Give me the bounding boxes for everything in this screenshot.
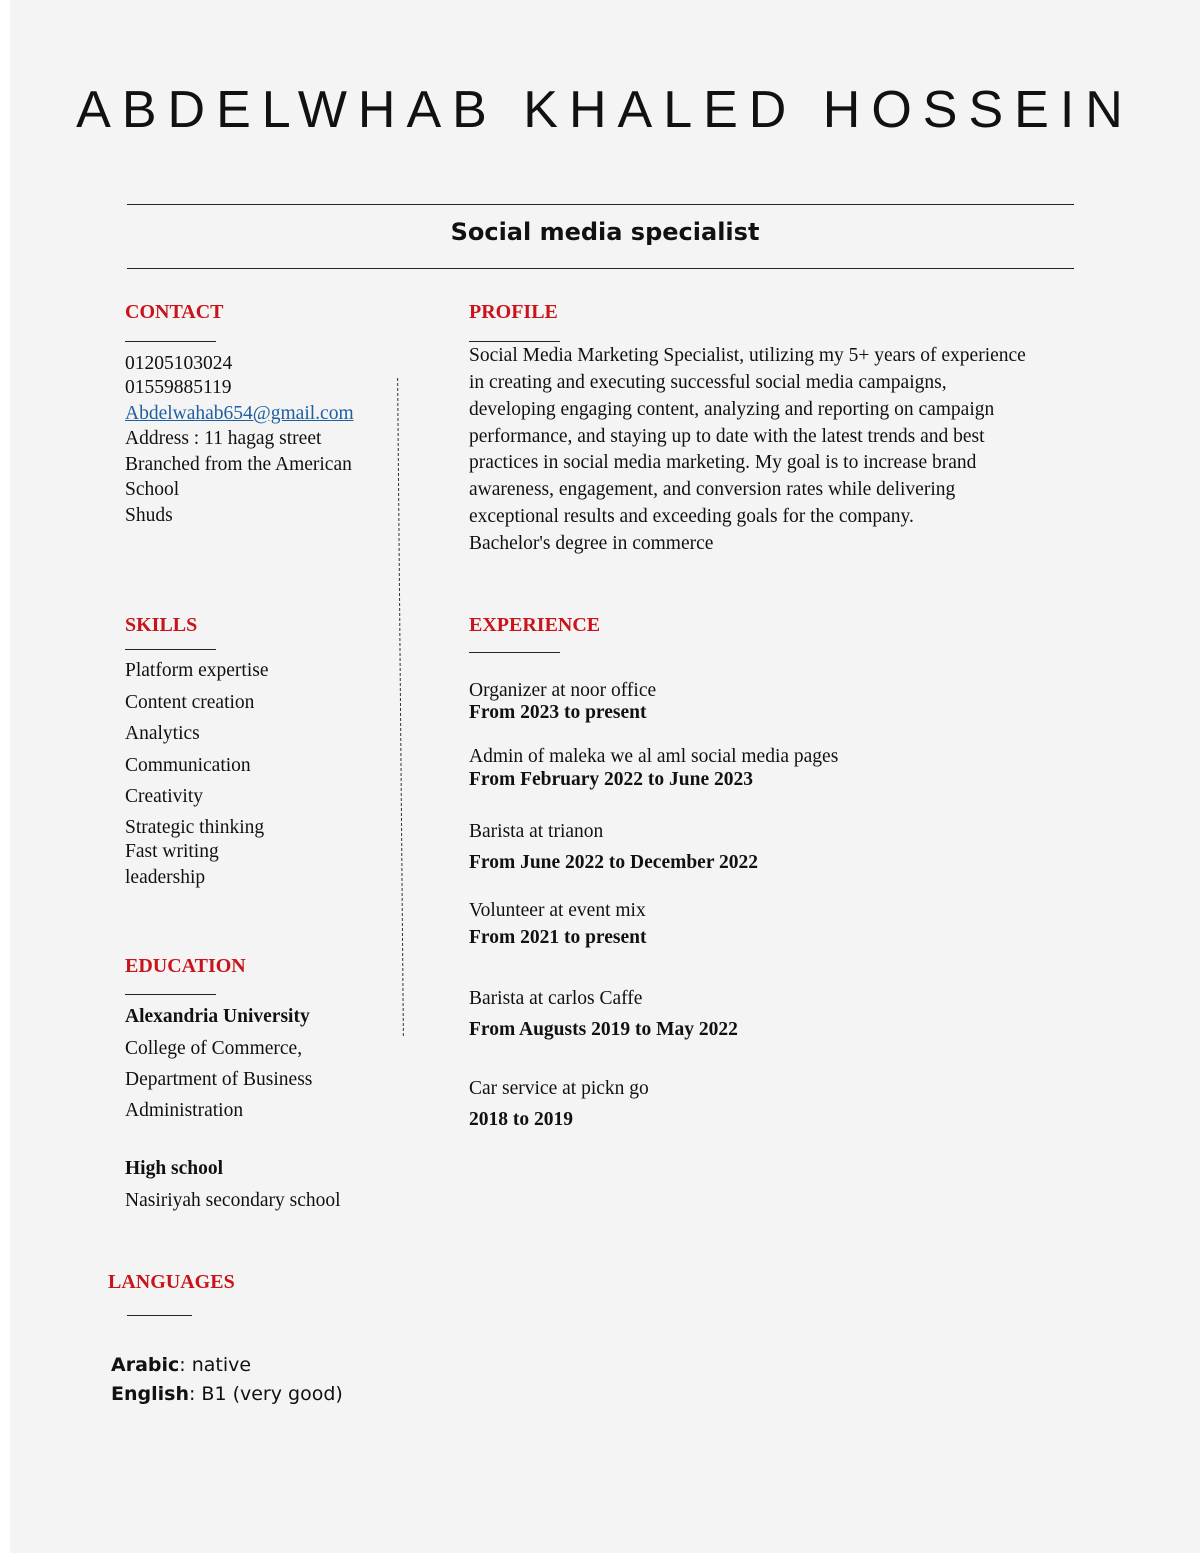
experience-role: Volunteer at event mix	[469, 900, 646, 921]
column-divider	[397, 378, 404, 1036]
profile-line: exceptional results and exceeding goals for the company.	[469, 506, 914, 527]
profile-line: Bachelor's degree in commerce	[469, 533, 714, 554]
skills-heading: SKILLS	[125, 614, 198, 636]
university-detail: College of Commerce,	[125, 1038, 303, 1059]
education-heading: EDUCATION	[125, 955, 246, 977]
experience-period: From 2021 to present	[469, 927, 647, 948]
university-name: Alexandria University	[125, 1006, 310, 1027]
language-name: Arabic	[111, 1354, 180, 1376]
high-school-name: Nasiriyah secondary school	[125, 1190, 341, 1211]
languages-heading-underline	[127, 1315, 192, 1316]
language-level: : B1 (very good)	[188, 1383, 343, 1405]
languages-heading: LANGUAGES	[108, 1271, 235, 1293]
contact-phone-2: 01559885119	[125, 377, 232, 398]
experience-period: From February 2022 to June 2023	[469, 769, 753, 790]
skills-heading-underline	[125, 649, 216, 650]
language-item	[111, 1354, 251, 1376]
experience-heading-underline	[469, 652, 560, 653]
skill-item: Content creation	[125, 692, 255, 713]
skill-item: Creativity	[125, 786, 203, 807]
resume-page	[10, 0, 1200, 1553]
profile-line: performance, and staying up to date with the latest trends and best	[469, 426, 985, 447]
language-name: English	[111, 1383, 189, 1405]
experience-role: Organizer at noor office	[469, 680, 657, 701]
contact-address-line: School	[125, 479, 180, 500]
profile-line: awareness, engagement, and conversion rates while delivering	[469, 479, 956, 500]
experience-period: From 2023 to present	[469, 702, 647, 723]
language-level: : native	[179, 1354, 252, 1376]
title-top-rule	[127, 204, 1074, 205]
contact-address-line: Branched from the American	[125, 454, 352, 475]
skill-item: Platform expertise	[125, 660, 269, 681]
contact-address-line: Address : 11 hagag street	[125, 428, 322, 449]
experience-period: From Augusts 2019 to May 2022	[469, 1019, 738, 1040]
experience-role: Admin of maleka we al aml social media pages	[469, 746, 839, 767]
experience-role: Barista at carlos Caffe	[469, 988, 643, 1009]
experience-role: Barista at trianon	[469, 821, 604, 842]
contact-phone-1: 01205103024	[125, 353, 233, 374]
skill-item: Fast writing	[125, 841, 219, 862]
skill-item: Communication	[125, 755, 251, 776]
experience-role: Car service at pickn go	[469, 1078, 649, 1099]
profile-heading: PROFILE	[469, 301, 558, 323]
experience-period: 2018 to 2019	[469, 1109, 573, 1130]
contact-address-line: Shuds	[125, 505, 173, 526]
profile-heading-underline	[469, 341, 560, 342]
language-item	[111, 1383, 343, 1405]
university-detail: Administration	[125, 1100, 244, 1121]
full-name: ABDELWHAB KHALED HOSSEIN	[76, 81, 1134, 139]
profile-line: practices in social media marketing. My goal is to increase brand	[469, 452, 977, 473]
skill-item: leadership	[125, 867, 206, 888]
title-bottom-rule	[127, 268, 1074, 269]
high-school-label: High school	[125, 1158, 224, 1179]
education-heading-underline	[125, 994, 216, 995]
contact-email-link[interactable]: Abdelwahab654@gmail.com	[125, 403, 354, 424]
experience-period: From June 2022 to December 2022	[469, 852, 759, 873]
profile-line: developing engaging content, analyzing and reporting on campaign	[469, 399, 995, 420]
university-detail: Department of Business	[125, 1069, 313, 1090]
contact-heading-underline	[125, 341, 216, 342]
skill-item: Strategic thinking	[125, 817, 265, 838]
contact-heading: CONTACT	[125, 301, 224, 323]
profile-line: in creating and executing successful social media campaigns,	[469, 372, 947, 393]
profile-line: Social Media Marketing Specialist, utilizing my 5+ years of experience	[469, 345, 1026, 366]
experience-heading: EXPERIENCE	[469, 614, 601, 636]
skill-item: Analytics	[125, 723, 200, 744]
job-title: Social media specialist	[450, 218, 760, 246]
